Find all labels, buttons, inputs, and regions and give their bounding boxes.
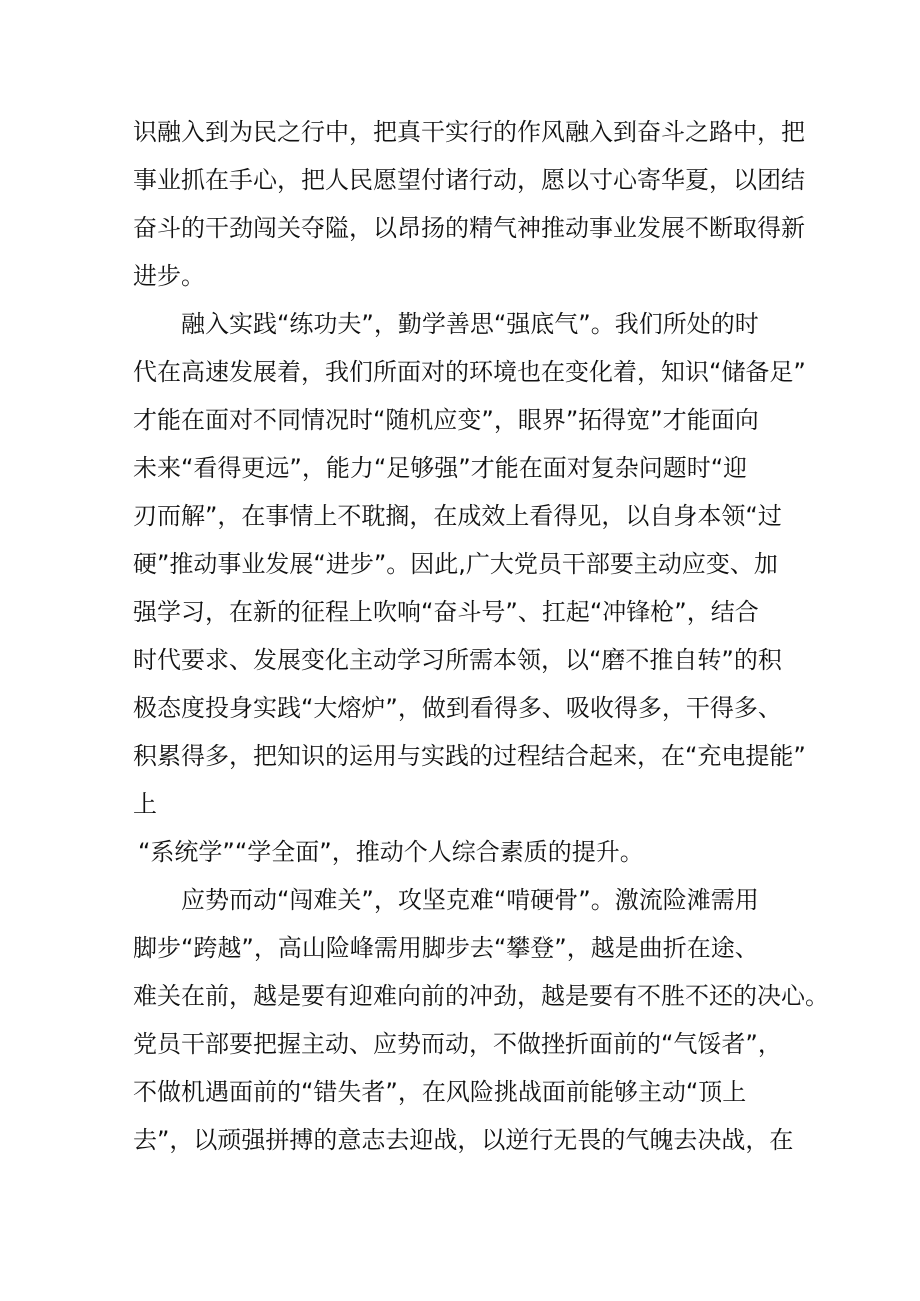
paragraph-2-heading-line: 融入实践“练功夫”，勤学善思“强底气”。我们所处的时 [181,310,759,338]
text-line-22: 去”，以顽强拼搏的意志去迎战，以逆行无畏的气魄去决战，在 [133,1126,794,1154]
text-line-4: 进步。 [133,262,205,290]
text-line-6: 代在高速发展着，我们所面对的环境也在变化着，知识“储备足” [133,358,806,386]
text-line-13: 极态度投身实践“大熔炉”，做到看得多、吸收得多，干得多、 [133,694,782,722]
text-line-14: 积累得多，把知识的运用与实践的过程结合起来，在“充电提能” [133,742,806,770]
paragraph-3-heading-line: 应势而动“闯难关”，攻坚克难“啃硬骨”。激流险滩需用 [181,886,759,914]
text-line-7: 才能在面对不同情况时“随机应变”，眼界”拓得宽”才能面向 [133,406,759,434]
text-line-18: 脚步“跨越”，高山险峰需用脚步去“攀登”，越是曲折在途、 [133,934,759,962]
text-line-1: 识融入到为民之行中，把真干实行的作风融入到奋斗之路中，把 [133,118,805,146]
text-line-12: 时代要求、发展变化主动学习所需本领，以“磨不推自转”的积 [133,646,782,674]
text-line-21: 不做机遇面前的“错失者”，在风险挑战面前能够主动“顶上 [133,1078,747,1106]
text-line-8: 未来“看得更远”，能力“足够强”才能在面对复杂问题时“迎 [133,454,748,482]
text-line-2: 事业抓在手心，把人民愿望付诸行动，愿以寸心寄华夏，以团结 [133,166,805,194]
text-line-9: 刃而解”，在事情上不耽搁，在成效上看得见，以自身本领“过 [133,502,782,530]
text-line-15: 上 [133,790,157,818]
text-line-20: 党员干部要把握主动、应势而动，不做挫折面前的“气馁者”， [133,1030,782,1058]
text-line-19: 难关在前，越是要有迎难向前的冲劲，越是要有不胜不还的决心。 [133,982,829,1010]
text-line-16: “系统学”“学全面”，推动个人综合素质的提升。 [138,838,644,866]
text-line-10: 硬”推动事业发展“进步”。因此,广大党员干部要主动应变、加 [133,550,778,578]
text-line-11: 强学习，在新的征程上吹响“奋斗号”、扛起“冲锋枪”，结合 [133,598,759,626]
text-line-3: 奋斗的干劲闯关夺隘，以昂扬的精气神推动事业发展不断取得新 [133,214,805,242]
